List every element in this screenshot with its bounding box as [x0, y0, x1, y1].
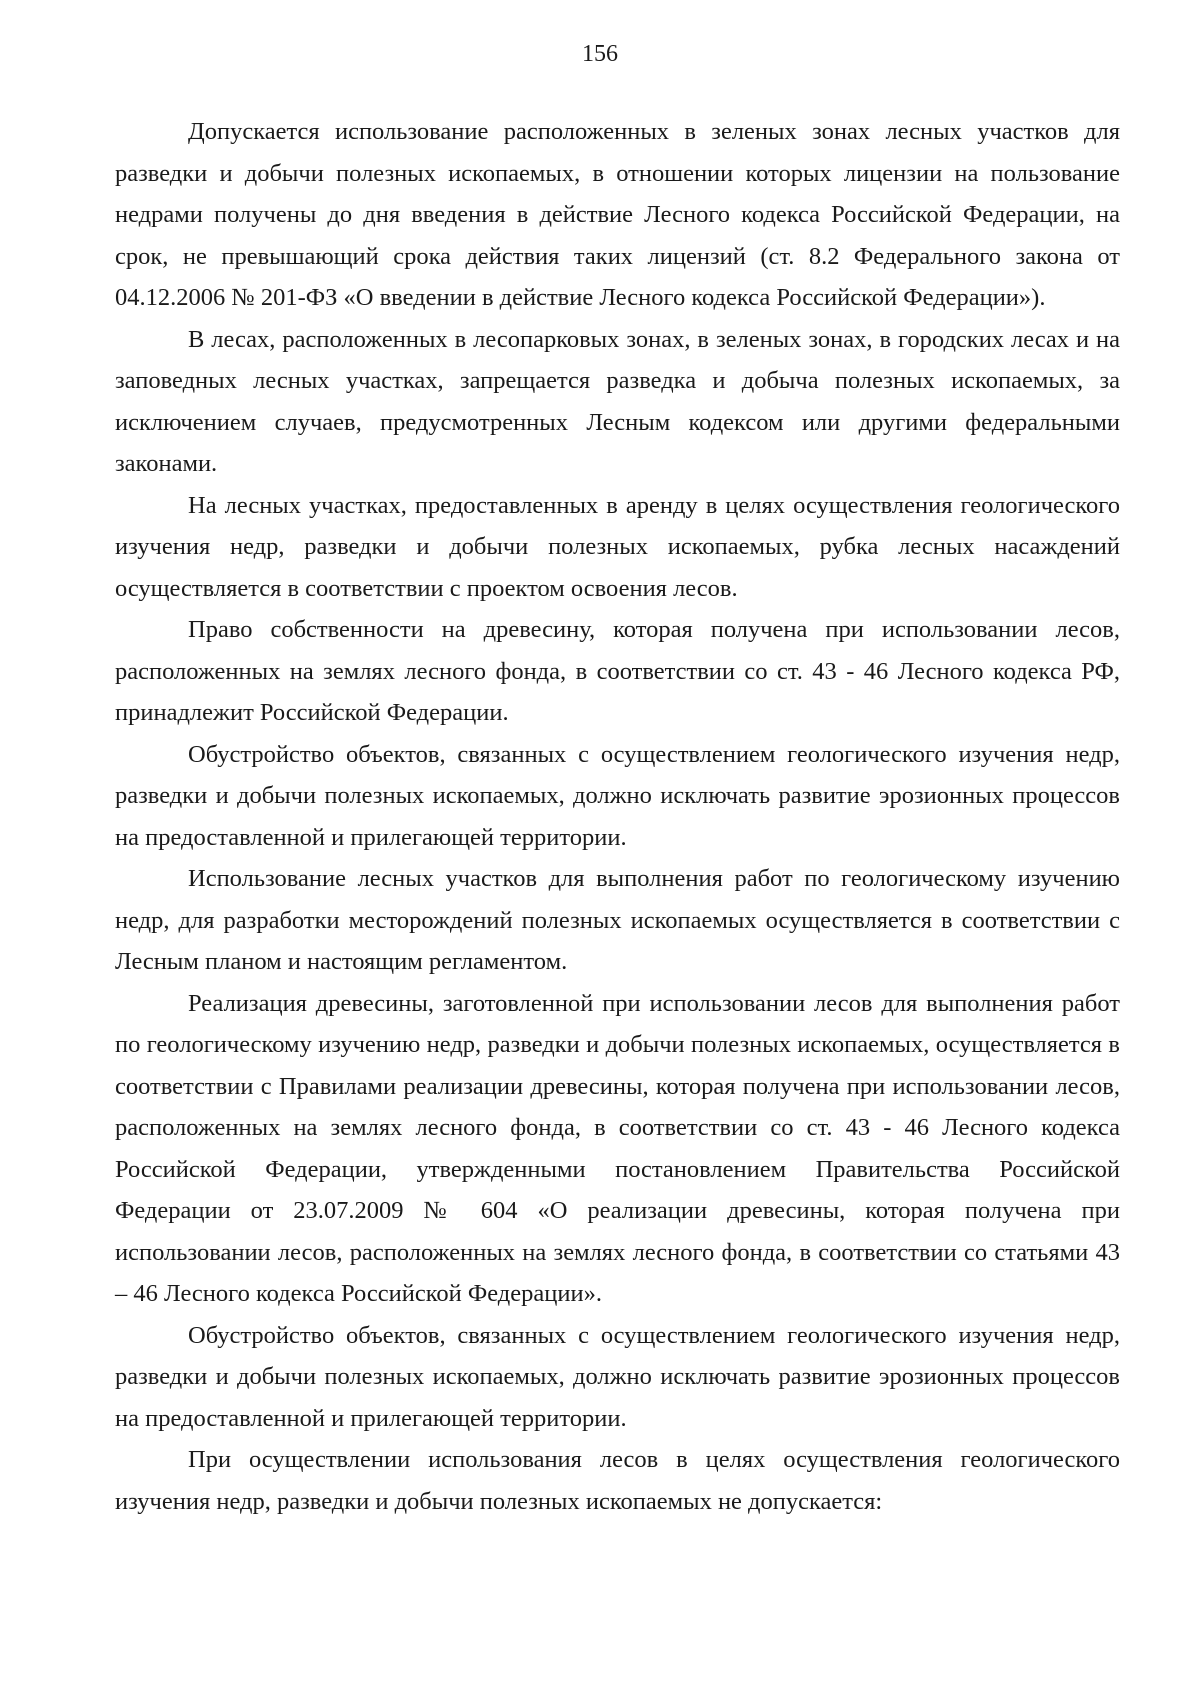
- paragraph: Реализация древесины, заготовленной при использовании лесов для выполнения работ по геологическому изучению недр, разведки и добычи полезных ископаемых, осуществляется в соответствии с Правилами реализации древесины, которая получена при использовании лесов, расположенных на землях лесного фонда, в соответствии со ст. 43 - 46 Лесного кодекса Российской Федерации, утвержденными постановлением Правительства Российской Федерации от 23.07.2009 № 604 «О реализации древесины, которая получена при использовании лесов, расположенных на землях лесного фонда, в соответствии со статьями 43 – 46 Лесного кодекса Российской Федерации».: [115, 989, 1120, 1307]
- document-body: [115, 111, 1120, 1522]
- paragraph: Использование лесных участков для выполнения работ по геологическому изучению недр, для разработки месторождений полезных ископаемых осуществляется в соответствии с Лесным планом и настоящим регламентом.: [115, 865, 1120, 975]
- paragraph: Обустройство объектов, связанных с осуществлением геологического изучения недр, разведки и добычи полезных ископаемых, должно исключать развитие эрозионных процессов на предоставленной и прилегающей территории.: [115, 1321, 1120, 1432]
- paragraph: Обустройство объектов, связанных с осуществлением геологического изучения недр, разведки и добычи полезных ископаемых, должно исключать развитие эрозионных процессов на предоставленной и прилегающей территории.: [115, 740, 1120, 851]
- page-number: 156: [582, 41, 618, 67]
- paragraph: Допускается использование расположенных в зеленых зонах лесных участков для разведки и добычи полезных ископаемых, в отношении которых лицензии на пользование недрами получены до дня введения в действие Лесного кодекса Российской Федерации, на срок, не превышающий срока действия таких лицензий (ст. 8.2 Федерального закона от 04.12.2006 № 201-ФЗ «О введении в действие Лесного кодекса Российской Федерации»).: [115, 118, 1120, 311]
- paragraph: В лесах, расположенных в лесопарковых зонах, в зеленых зонах, в городских лесах и на заповедных лесных участках, запрещается разведка и добыча полезных ископаемых, за исключением случаев, предусмотренных Лесным кодексом или другими федеральными законами.: [115, 325, 1120, 477]
- paragraph: Право собственности на древесину, которая получена при использовании лесов, расположенных на землях лесного фонда, в соответствии со ст. 43 - 46 Лесного кодекса РФ, принадлежит Российской Федерации.: [115, 616, 1120, 726]
- paragraph: При осуществлении использования лесов в целях осуществления геологического изучения недр, разведки и добычи полезных ископаемых не допускается:: [115, 1446, 1120, 1515]
- paragraph: На лесных участках, предоставленных в аренду в целях осуществления геологического изучения недр, разведки и добычи полезных ископаемых, рубка лесных насаждений осуществляется в соответствии с проектом освоения лесов.: [115, 491, 1120, 602]
